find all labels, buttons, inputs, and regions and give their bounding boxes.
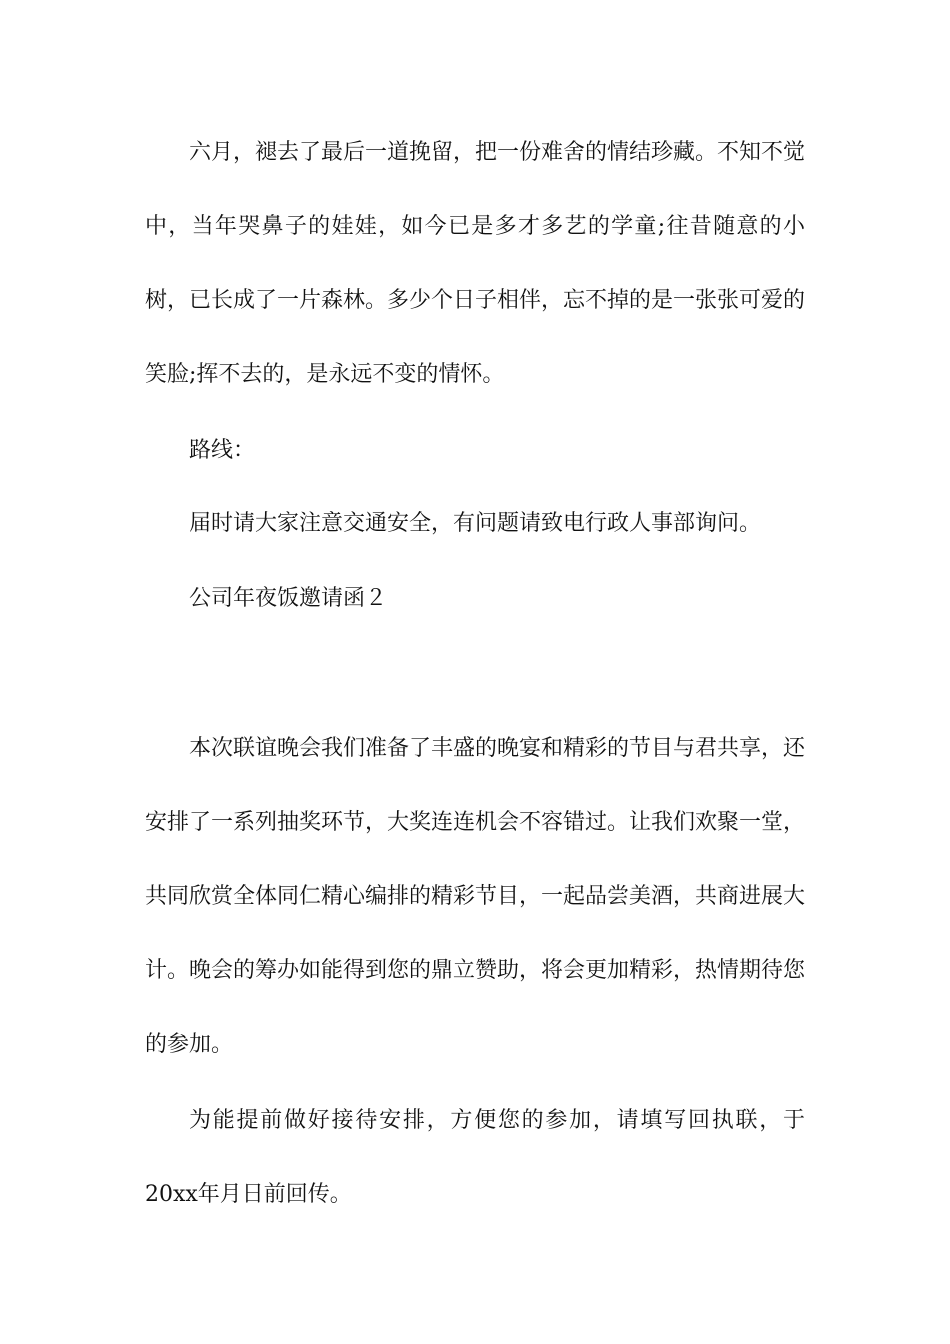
intro-paragraph: 六月，褪去了最后一道挽留，把一份难舍的情结珍藏。不知不觉中，当年哭鼻子的娃娃，如今已是多才多艺的学童;往昔随意的小树，已长成了一片森林。多少个日子相伴，忘不掉的是一张张可爱的笑脸;挥不去的，是永远不变的情怀。 [145, 140, 806, 387]
reply-paragraph: 为能提前做好接待安排，方便您的参加，请填写回执联，于20xx年月日前回传。 [145, 1108, 805, 1207]
event-paragraph: 本次联谊晚会我们准备了丰盛的晚宴和精彩的节目与君共享，还安排了一系列抽奖环节，大奖连连机会不容错过。让我们欢聚一堂，共同欣赏全体同仁精心编排的精彩节目，一起品尝美酒，共商进展大计。晚会的筹办如能得到您的鼎立赞助，将会更加精彩，热情期待您的参加。 [145, 736, 806, 1057]
section-heading: 公司年夜饭邀请函２ [189, 586, 388, 611]
safety-notice: 届时请大家注意交通安全，有问题请致电行政人事部询问。 [189, 511, 762, 536]
route-label: 路线： [189, 438, 256, 463]
